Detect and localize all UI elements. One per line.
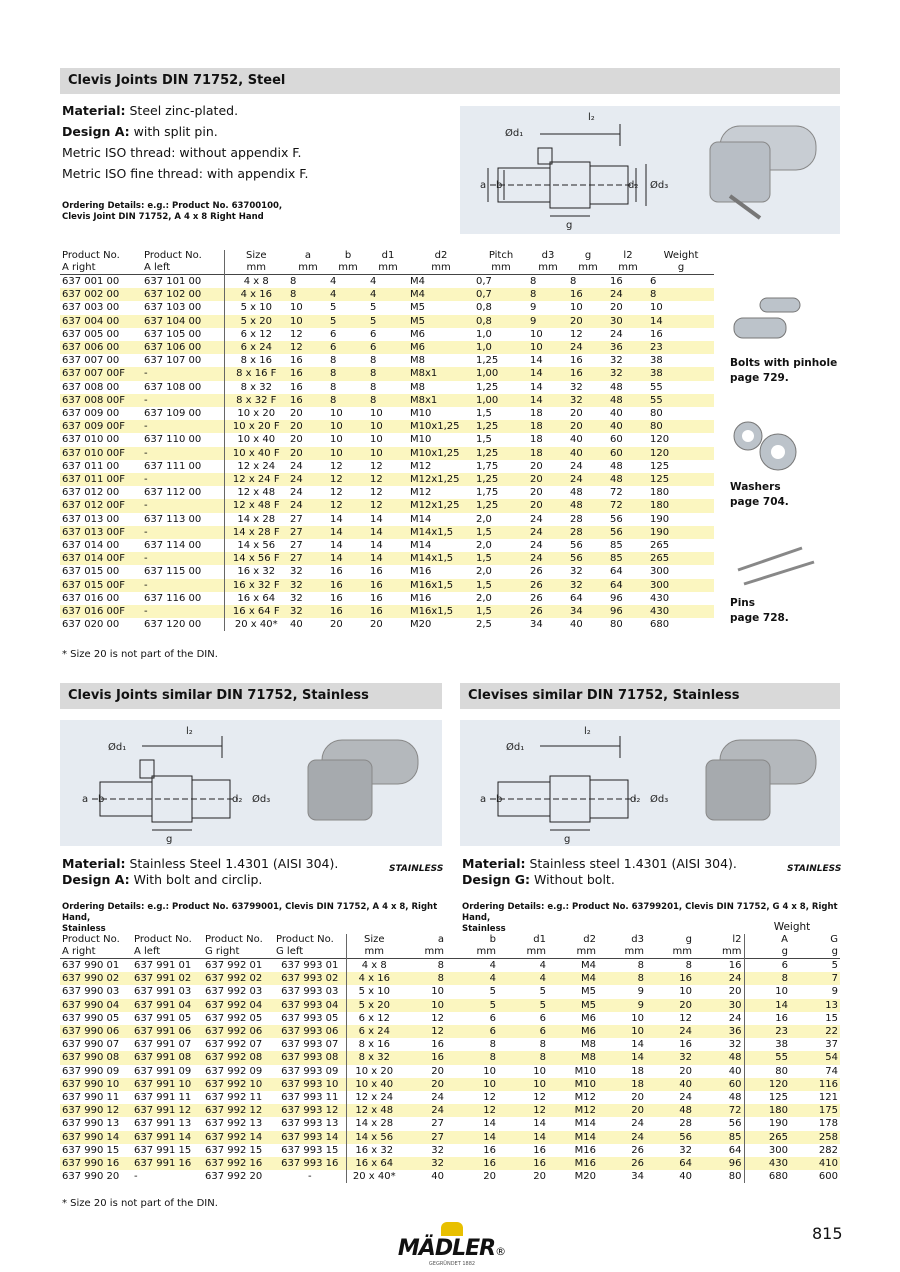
- table-row: 637 990 15 637 991 15 637 992 15 637 993 15 16 x 32 32 16 16 M16 26 32 64 300 282: [62, 1144, 838, 1156]
- table-row: 637 015 00 637 115 00 16 x 32 32 16 16 M16 2,0 26 32 64 300: [62, 566, 670, 578]
- svg-text:Ød₁: Ød₁: [505, 128, 524, 139]
- table-header: Product No. Product No. Size a b d1 d2 Pitch d3 g l2 Weight: [62, 250, 699, 261]
- table-row: 637 011 00 637 111 00 12 x 24 24 12 12 M12 1,75 20 24 48 125: [62, 460, 670, 472]
- svg-text:Ød₃: Ød₃: [650, 180, 669, 191]
- svg-text:a: a: [480, 180, 487, 191]
- section-title-steel: Clevis Joints DIN 71752, Steel: [60, 68, 840, 94]
- size-note: * Size 20 is not part of the DIN.: [62, 649, 218, 660]
- svg-text:Ød₃: Ød₃: [252, 794, 271, 805]
- table-row: 637 014 00F - 14 x 56 F 27 14 14 M14x1,5 1,5 24 56 85 265: [60, 552, 714, 565]
- ordering-details-2: Ordering Details: e.g.: Product No. 63799001, Clevis DIN 71752, A 4 x 8, Right Hand, Stainless: [62, 902, 438, 934]
- table-row: 637 015 00F - 16 x 32 F 32 16 16 M16x1,5 1,5 26 32 64 300: [60, 579, 714, 592]
- table-row: 637 990 10 637 991 10 637 992 10 637 993 10 10 x 40 20 10 10 M10 18 40 60 120 116: [62, 1078, 838, 1090]
- table-row: 637 020 00 637 120 00 20 x 40* 40 20 20 M20 2,5 34 40 80 680: [62, 619, 670, 631]
- clevis-joint-drawing: [60, 720, 442, 846]
- table-row: 637 990 03 637 991 03 637 992 03 637 993 03 5 x 10 10 5 5 M5 9 10 20 10 9: [62, 986, 838, 998]
- table-row: 637 990 01 637 991 01 637 992 01 637 993 01 4 x 8 8 4 4 M4 8 8 16 6 5: [62, 960, 838, 971]
- table-row: 637 990 05 637 991 05 637 992 05 637 993 05 6 x 12 12 6 6 M6 10 12 24 16 15: [62, 1012, 838, 1024]
- svg-text:a: a: [480, 794, 487, 805]
- table-row: 637 990 06 637 991 06 637 992 06 637 993 06 6 x 24 12 6 6 M6 10 24 36 23 22: [62, 1026, 838, 1038]
- stainless-badge: STAINLESS: [389, 864, 444, 874]
- table-row: 637 010 00 637 110 00 10 x 40 20 10 10 M10 1,5 18 40 60 120: [62, 434, 670, 446]
- table-row: 637 008 00 637 108 00 8 x 32 16 8 8 M8 1,25 14 32 48 55: [62, 381, 663, 393]
- ordering-details: Ordering Details: e.g.: Product No. 63700100, Clevis Joint DIN 71752, A 4 x 8 Right Hand: [62, 201, 283, 222]
- material-description: Material: Steel zinc-plated. Design A: with split pin. Metric ISO thread: without appendix F. Metric ISO fine thread: with appendix F.: [62, 103, 309, 181]
- table-row: 637 011 00F - 12 x 24 F 24 12 12 M12x1,25 1,25 20 24 48 125: [60, 473, 714, 486]
- svg-text:Ød₃: Ød₃: [650, 794, 669, 805]
- svg-text:a: a: [82, 794, 89, 805]
- stainless-badge: STAINLESS: [787, 864, 842, 874]
- section-title-stainless-clevises: Clevises similar DIN 71752, Stainless: [460, 683, 840, 709]
- table-row: 637 990 16 637 991 16 637 992 16 637 993 16 16 x 64 32 16 16 M16 26 64 96 430 410: [62, 1158, 838, 1170]
- table-row: 637 007 00 637 107 00 8 x 16 16 8 8 M8 1,25 14 16 32 38: [62, 355, 663, 367]
- table-row: 637 007 00F - 8 x 16 F 16 8 8 M8x1 1,00 14 16 32 38: [60, 367, 714, 380]
- material-description-3: Material: Stainless steel 1.4301 (AISI 304). Design G: Without bolt.: [462, 856, 737, 887]
- stainless-clevis-table: Product No. Product No. Product No. Product No. Size a b d1 d2 d3 g l2 A G A right A left G right G left mm mm mm mm mm mm mm mm g g 637 990 01 637 991 01 637 992 01 637 993 01 4 x 8 8 4 4 M4 8 8 16 6 5 637 990 02 637 991 02 637 992 02 637 993 02 4 x 16 8 4 4 M4 8 16 24 8 7 637 990 03 637 991 03 637 992 03 637 993 03 5 x 10 10 5 5 M5 9 10 20 10 9 637 990 04 637 991 04 637 992 04 637 993 04 5 x 20 10 5 5 M5 9 20 30 14 13 637 990 05 637 991 05 637 992 05 637 993 05 6 x 12 12 6 6 M6 10 12 24 16 15 637 990 06 637 991 06 637 992 06 637 993 06 6 x 24 12 6 6 M6 10 24 36 23 22 637 990 07 637 991 07 637 992 07 637 993 07 8 x 16 16 8 8 M8 14 16 32 38 37 637 990 08 637 991 08 637 992 08 637 993 08 8 x 32 16 8 8 M8 14 32 48 55 54 637 990 09 637 991 09 637 992 09 637 993 09 10 x 20 20 10 10 M10 18 20 40 80 74 637 990 10 637 991 10 637 992 10 637 993 10 10 x 40 20 10 10 M10 18 40 60 120 116 637 990 11 637 991 11 637 992 11 637 993 11 12 x 24 24 12 12 M12 20 24 48 125 121 637 990 12 637 991 12 637 992 12 637 993 12 12 x 48 24 12 12 M12 20 48 72 180 175 637 990 13 637 991 13 637 992 13 637 993 13 14 x 28 27 14 14 M14 24 28 56 190 178 637 990 14 637 991 14 637 992 14 637 993 14 14 x 56 27 14 14 M14 24 56 85 265 258 637 990 15 637 991 15 637 992 15 637 993 15 16 x 32 32 16 16 M16 26 32 64 300 282 637 990 16 637 991 16 637 992 16 637 993 16 16 x 64 32 16 16 M16 26 64 96 430 410 637 990 20 - 637 992 20 - 20 x 40* 40 20 20 M20 34 40 80 680 600: [62, 934, 838, 1183]
- size-note-2: * Size 20 is not part of the DIN.: [62, 1198, 218, 1209]
- table-row: 637 016 00F - 16 x 64 F 32 16 16 M16x1,5 1,5 26 34 96 430: [60, 605, 714, 618]
- material-description-2: Material: Stainless Steel 1.4301 (AISI 304). Design A: With bolt and circlip.: [62, 856, 339, 887]
- svg-text:d₂: d₂: [232, 794, 243, 805]
- svg-text:d₂: d₂: [630, 794, 641, 805]
- table-row: 637 001 00 637 101 00 4 x 8 8 4 4 M4 0,7 8 8 16 6: [62, 276, 657, 287]
- svg-text:Ød₁: Ød₁: [108, 742, 127, 753]
- steel-clevis-table: Product No. Product No. Size a b d1 d2 Pitch d3 g l2 Weight A right A left mm mm mm mm mm mm mm mm mm g 637 001 00 637 101 00 4 x 8 8 4 4 M4 0,7 8 8 16 6 637 002 00 637 102 00 4 x 16 8 4 4 M4 0,7 8 16 24 8 637 003 00 637 103 00 5 x 10 10 5 5 M5 0,8 9 10 20 10 637 004 00 637 104 00 5 x 20 10 5 5 M5 0,8 9 20 30 14 637 005 00 637 105 00 6 x 12 12 6 6 M6 1,0 10 12 24 16 637 006 00 637 106 00 6 x 24 12 6 6 M6 1,0 10 24 36 23 637 007 00 637 107 00 8 x 16 16 8 8 M8 1,25 14 16 32 38 637 007 00F - 8 x 16 F 16 8 8 M8x1 1,00 14 16 32 38 637 008 00 637 108 00 8 x 32 16 8 8 M8 1,25 14 32 48 55 637 008 00F - 8 x 32 F 16 8 8 M8x1 1,00 14 32 48 55 637 009 00 637 109 00 10 x 20 20 10 10 M10 1,5 18 20 40 80 637 009 00F - 10 x 20 F 20 10 10 M10x1,25 1,25 18 20 40 80 637 010 00 637 110 00 10 x 40 20 10 10 M10 1,5 18 40 60 120 637 010 00F - 10 x 40 F 20 10 10 M10x1,25 1,25 18 40 60 120 637 011 00 637 111 00 12 x 24 24 12 12 M12 1,75 20 24 48 125 637 011 00F - 12 x 24 F 24 12 12 M12x1,25 1,25 20 24 48 125 637 012 00 637 112 00 12 x 48 24 12 12 M12 1,75 20 48 72 180 637 012 00F - 12 x 48 F 24 12 12 M12x1,25 1,25 20 48 72 180 637 013 00 637 113 00 14 x 28 27 14 14 M14 2,0 24 28 56 190 637 013 00F - 14 x 28 F 27 14 14 M14x1,5 1,5 24 28 56 190 637 014 00 637 114 00 14 x 56 27 14 14 M14 2,0 24 56 85 265 637 014 00F - 14 x 56 F 27 14 14 M14x1,5 1,5 24 56 85 265 637 015 00 637 115 00 16 x 32 32 16 16 M16 2,0 26 32 64 300 637 015 00F - 16 x 32 F 32 16 16 M16x1,5 1,5 26 32 64 300 637 016 00 637 116 00 16 x 64 32 16 16 M16 2,0 26 64 96 430 637 016 00F - 16 x 64 F 32 16 16 M16x1,5 1,5 26 34 96 430 637 020 00 637 120 00 20 x 40* 40 20 20 M20 2,5 34 40 80 680: [60, 250, 714, 631]
- technical-drawing: [460, 106, 840, 234]
- weight-label: Weight: [773, 921, 811, 933]
- table-row: 637 009 00 637 109 00 10 x 20 20 10 10 M10 1,5 18 20 40 80: [62, 408, 663, 420]
- table-row: 637 990 04 637 991 04 637 992 04 637 993 04 5 x 20 10 5 5 M5 9 20 30 14 13: [62, 999, 838, 1011]
- clevis-drawing: [460, 106, 840, 234]
- table-row: 637 990 09 637 991 09 637 992 09 637 993 09 10 x 20 20 10 10 M10 18 20 40 80 74: [62, 1065, 838, 1077]
- table-row: 637 010 00F - 10 x 40 F 20 10 10 M10x1,25 1,25 18 40 60 120: [60, 447, 714, 460]
- bolt-icon: [730, 292, 810, 352]
- clevis-drawing: [460, 720, 840, 846]
- table-row: 637 006 00 637 106 00 6 x 24 12 6 6 M6 1,0 10 24 36 23: [60, 341, 714, 354]
- svg-text:d₂: d₂: [628, 180, 639, 191]
- ordering-details-3: Ordering Details: e.g.: Product No. 63799201, Clevis DIN 71752, G 4 x 8, Right Hand, Stainless: [462, 902, 838, 934]
- table-row: 637 012 00 637 112 00 12 x 48 24 12 12 M12 1,75 20 48 72 180: [62, 487, 670, 499]
- svg-text:l₂: l₂: [588, 112, 595, 123]
- table-row: 637 990 07 637 991 07 637 992 07 637 993 07 8 x 16 16 8 8 M8 14 16 32 38 37: [62, 1039, 838, 1051]
- technical-drawing-3: [460, 720, 840, 846]
- svg-text:b: b: [496, 180, 503, 191]
- table-header: Product No. Product No. Product No. Product No. Size a b d1 d2 d3 g l2 A G: [62, 934, 838, 945]
- svg-text:l₂: l₂: [186, 726, 193, 737]
- page-number: 815: [812, 1224, 843, 1243]
- section-title-stainless-joints: Clevis Joints similar DIN 71752, Stainless: [60, 683, 442, 709]
- table-row: 637 990 14 637 991 14 637 992 14 637 993 14 14 x 56 27 14 14 M14 24 56 85 265 258: [62, 1131, 838, 1143]
- table-row: 637 002 00 637 102 00 4 x 16 8 4 4 M4 0,7 8 16 24 8: [60, 288, 714, 301]
- side-pins: Pins page 728.: [730, 540, 840, 626]
- table-row: 637 003 00 637 103 00 5 x 10 10 5 5 M5 0,8 9 10 20 10: [62, 302, 663, 314]
- svg-text:g: g: [566, 220, 573, 231]
- table-row: 637 004 00 637 104 00 5 x 20 10 5 5 M5 0,8 9 20 30 14: [60, 315, 714, 328]
- table-row: 637 990 20 - 637 992 20 - 20 x 40* 40 20 20 M20 34 40 80 680 600: [62, 1171, 838, 1183]
- table-row: 637 016 00 637 116 00 16 x 64 32 16 16 M16 2,0 26 64 96 430: [62, 592, 670, 604]
- table-row: 637 012 00F - 12 x 48 F 24 12 12 M12x1,25 1,25 20 48 72 180: [60, 499, 714, 512]
- table-row: 637 009 00F - 10 x 20 F 20 10 10 M10x1,25 1,25 18 20 40 80: [60, 420, 714, 433]
- svg-text:g: g: [564, 834, 571, 845]
- table-row: 637 990 08 637 991 08 637 992 08 637 993 08 8 x 32 16 8 8 M8 14 32 48 55 54: [62, 1052, 838, 1064]
- svg-text:b: b: [496, 794, 503, 805]
- table-row: 637 014 00 637 114 00 14 x 56 27 14 14 M14 2,0 24 56 85 265: [62, 540, 670, 552]
- table-row: 637 990 13 637 991 13 637 992 13 637 993 13 14 x 28 27 14 14 M14 24 28 56 190 178: [62, 1118, 838, 1130]
- svg-text:b: b: [98, 794, 105, 805]
- svg-text:Ød₁: Ød₁: [506, 742, 525, 753]
- table-row: 637 005 00 637 105 00 6 x 12 12 6 6 M6 1,0 10 12 24 16: [62, 328, 663, 340]
- table-row: 637 013 00F - 14 x 28 F 27 14 14 M14x1,5 1,5 24 28 56 190: [60, 526, 714, 539]
- table-row: 637 990 11 637 991 11 637 992 11 637 993 11 12 x 24 24 12 12 M12 20 24 48 125 121: [62, 1092, 838, 1104]
- clevis-photo: [710, 126, 816, 218]
- svg-text:l₂: l₂: [584, 726, 591, 737]
- table-row: 637 990 12 637 991 12 637 992 12 637 993 12 12 x 48 24 12 12 M12 20 48 72 180 175: [62, 1105, 838, 1117]
- side-washers: Washers page 704.: [730, 412, 840, 510]
- washer-icon: [730, 412, 810, 476]
- brand-logo: MÄDLER® GEGRÜNDET 1882: [392, 1222, 512, 1268]
- pin-icon: [730, 540, 820, 592]
- table-row: 637 008 00F - 8 x 32 F 16 8 8 M8x1 1,00 14 32 48 55: [60, 394, 714, 407]
- svg-text:g: g: [166, 834, 173, 845]
- table-row: 637 013 00 637 113 00 14 x 28 27 14 14 M14 2,0 24 28 56 190: [62, 513, 670, 525]
- technical-drawing-2: [60, 720, 442, 846]
- side-bolts: Bolts with pinhole page 729.: [730, 292, 840, 386]
- table-row: 637 990 02 637 991 02 637 992 02 637 993 02 4 x 16 8 4 4 M4 8 16 24 8 7: [62, 973, 838, 985]
